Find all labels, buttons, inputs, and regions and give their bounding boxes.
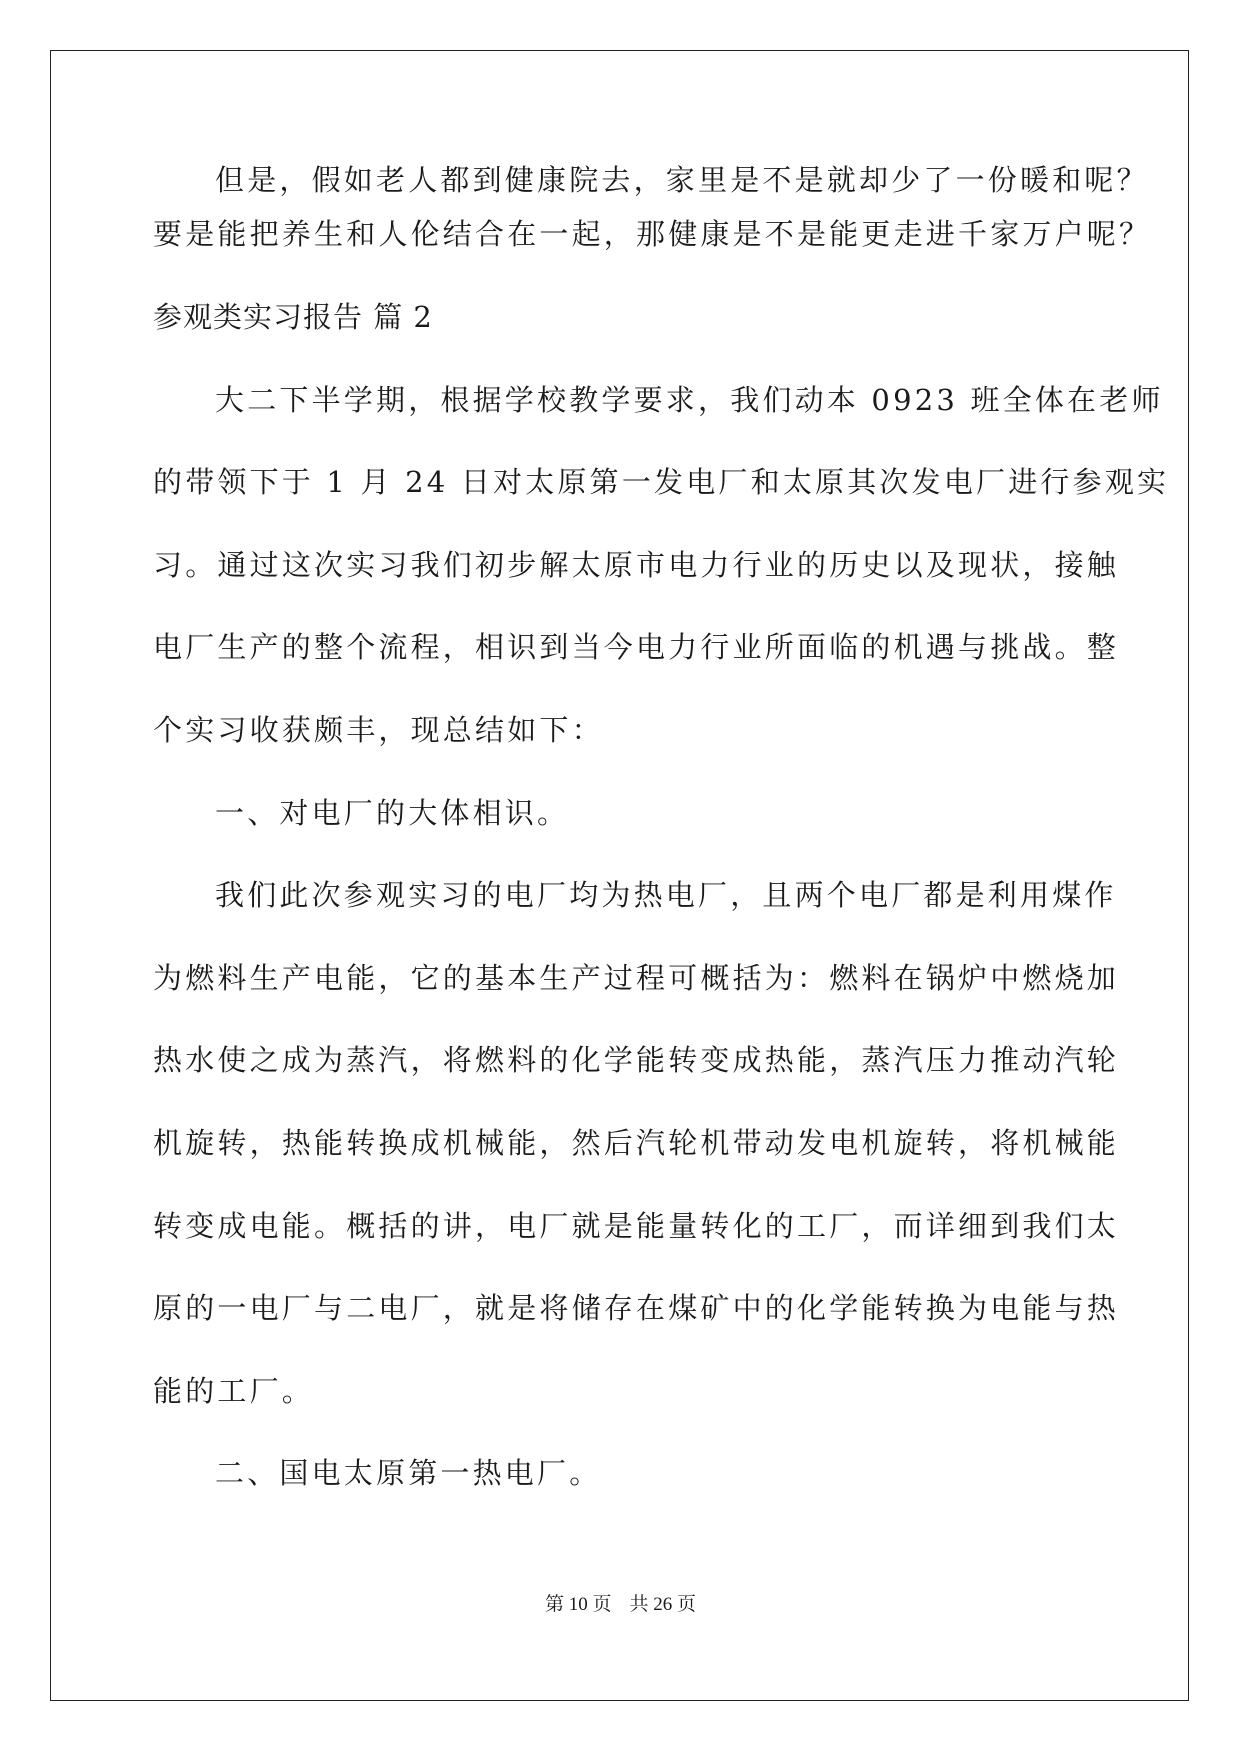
paragraph-line: 为燃料生产电能，它的基本生产过程可概括为：燃料在锅炉中燃烧加 (153, 961, 1120, 995)
paragraph-line: 个实习收获颇丰，现总结如下： (153, 713, 604, 747)
page-number: 第 10 页 (544, 1594, 612, 1615)
paragraph-line: 原的一电厂与二电厂，就是将储存在煤矿中的化学能转换为电能与热 (153, 1291, 1120, 1325)
paragraph-line: 我们此次参观实习的电厂均为热电厂，且两个电厂都是利用煤作 (215, 878, 1117, 912)
paragraph-line: 大二下半学期，根据学校教学要求，我们动本 0923 班全体在老师 (215, 383, 1164, 417)
subheading-line: 一、对电厂的大体相识。 (215, 796, 570, 830)
paragraph-line: 要是能把养生和人伦结合在一起，那健康是不是能更走进千家万户呢？ (153, 217, 1152, 251)
section-heading: 参观类实习报告 篇 2 (153, 300, 433, 334)
paragraph-line: 但是，假如老人都到健康院去，家里是不是就却少了一份暖和呢？ (215, 163, 1149, 197)
page-total: 共 26 页 (629, 1594, 697, 1615)
paragraph-line: 转变成电能。概括的讲，电厂就是能量转化的工厂，而详细到我们太 (153, 1209, 1120, 1243)
paragraph-line: 电厂生产的整个流程，相识到当今电力行业所面临的机遇与挑战。整 (153, 630, 1120, 664)
page-footer (0, 1593, 1241, 1617)
paragraph-line: 热水使之成为蒸汽，将燃料的化学能转变成热能，蒸汽压力推动汽轮 (153, 1043, 1120, 1077)
paragraph-line: 能的工厂。 (153, 1374, 315, 1408)
paragraph-line: 机旋转，热能转换成机械能，然后汽轮机带动发电机旋转，将机械能 (153, 1126, 1120, 1160)
paragraph-line: 的带领下于 1 月 24 日对太原第一发电厂和太原其次发电厂进行参观实 (153, 465, 1170, 499)
subheading-line: 二、国电太原第一热电厂。 (215, 1456, 602, 1490)
paragraph-line: 习。通过这次实习我们初步解太原市电力行业的历史以及现状，接触 (153, 548, 1120, 582)
